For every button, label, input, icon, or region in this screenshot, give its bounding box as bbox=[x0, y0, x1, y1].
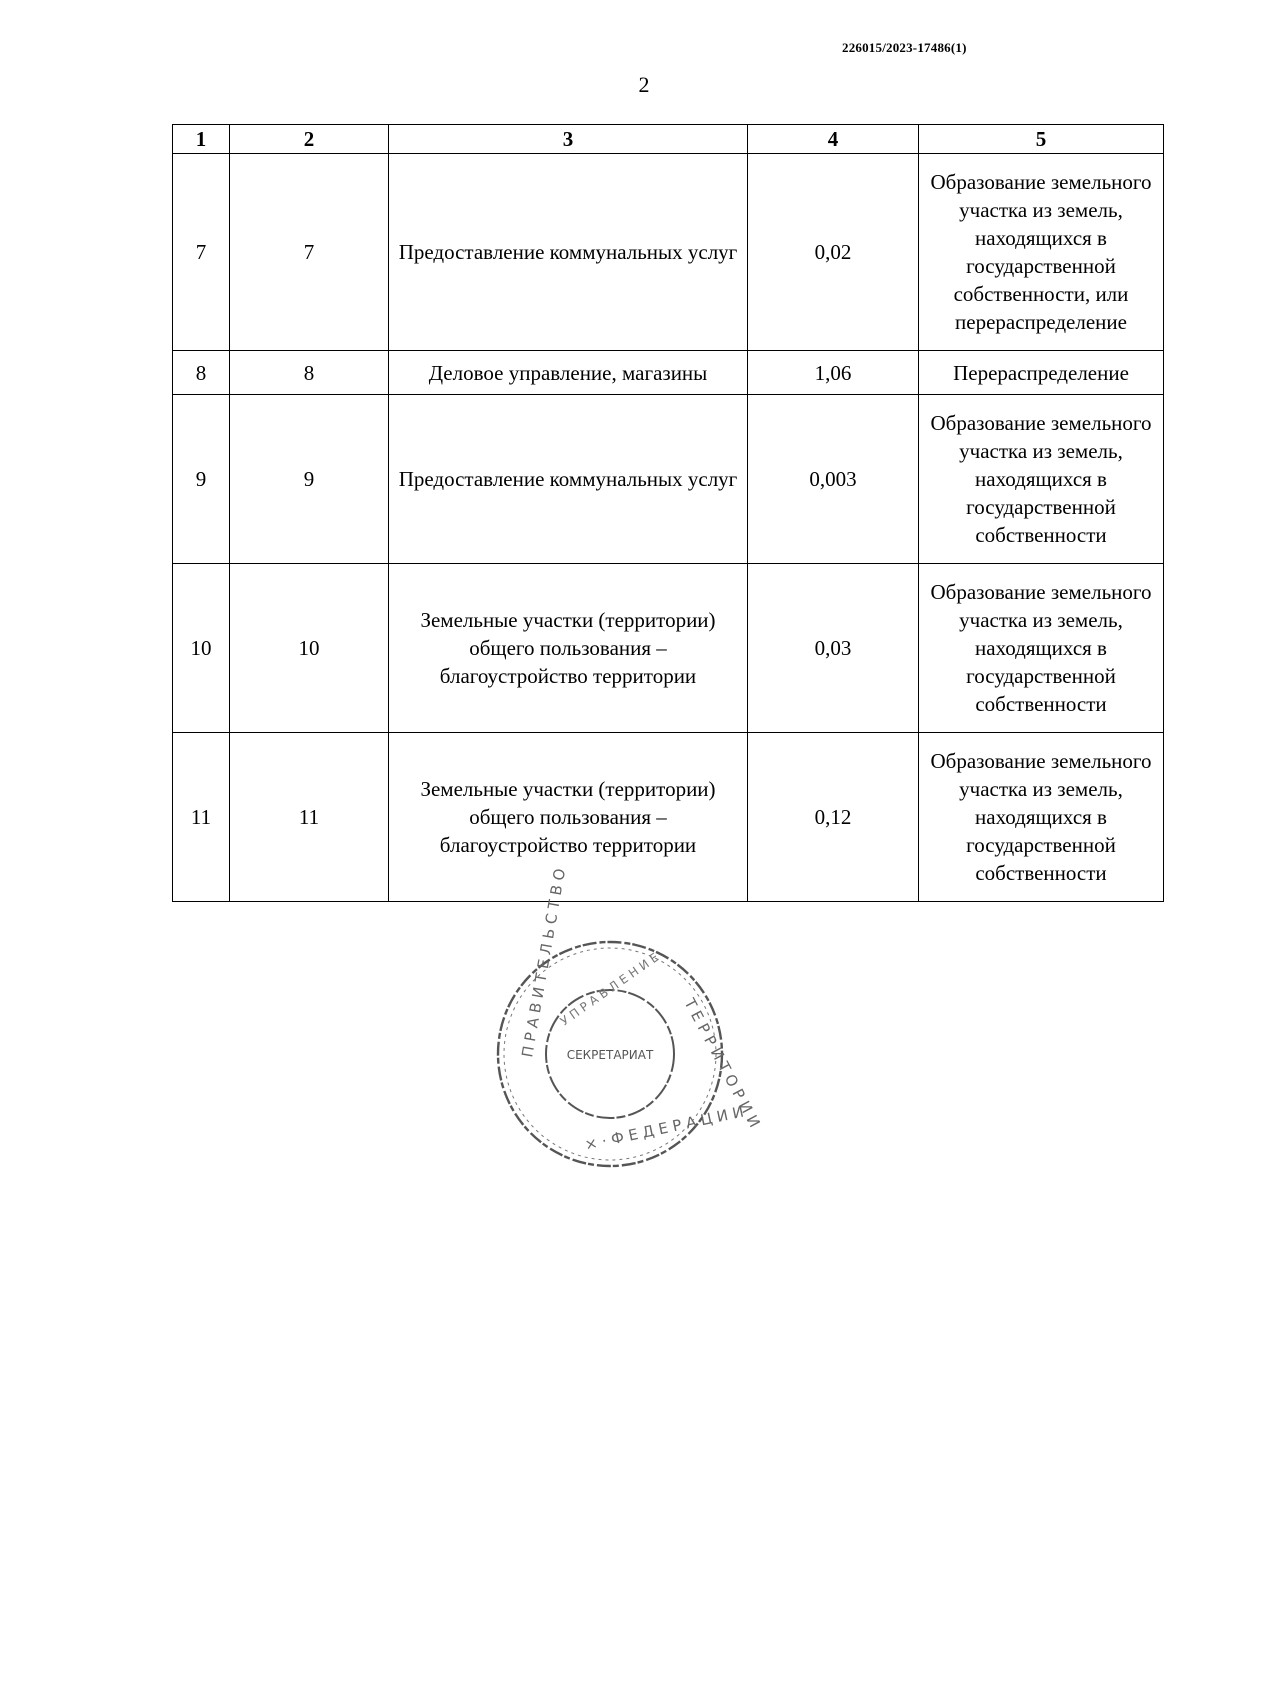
cell-number: 9 bbox=[173, 395, 230, 564]
cell-plot-number: 10 bbox=[230, 564, 389, 733]
svg-text:Т Е Р Р И Т О Р И И: Т Е Р Р И Т О Р И И bbox=[680, 995, 764, 1131]
page-number: 2 bbox=[638, 72, 650, 97]
column-header-5: 5 bbox=[919, 125, 1164, 154]
cell-area: 1,06 bbox=[748, 351, 919, 395]
cell-permitted-use: Предоставление коммунальных услуг bbox=[389, 395, 748, 564]
cell-number: 11 bbox=[173, 733, 230, 902]
table-row bbox=[173, 351, 1164, 395]
table-row bbox=[173, 154, 1164, 351]
cell-plot-number: 9 bbox=[230, 395, 389, 564]
cell-formation-method: Образование земельного участка из земель, находящихся в государственной собственности bbox=[919, 564, 1164, 733]
cell-formation-method: Перераспределение bbox=[919, 351, 1164, 395]
round-seal-icon bbox=[494, 867, 764, 1170]
cell-area: 0,12 bbox=[748, 733, 919, 902]
svg-text:П Р А В И Т Е Л Ь С Т В О: П Р А В И Т Е Л Ь С Т В О bbox=[518, 867, 570, 1059]
column-header-3: 3 bbox=[389, 125, 748, 154]
cell-number: 10 bbox=[173, 564, 230, 733]
cell-number: 8 bbox=[173, 351, 230, 395]
column-header-2: 2 bbox=[230, 125, 389, 154]
cell-permitted-use: Земельные участки (территории) общего пользования – благоустройство территории bbox=[389, 564, 748, 733]
cell-permitted-use: Предоставление коммунальных услуг bbox=[389, 154, 748, 351]
cell-number: 7 bbox=[173, 154, 230, 351]
cell-permitted-use: Земельные участки (территории) общего пользования – благоустройство территории bbox=[389, 733, 748, 902]
table-row bbox=[173, 564, 1164, 733]
cell-formation-method: Образование земельного участка из земель, находящихся в государственной собственности, или перераспределение bbox=[919, 154, 1164, 351]
svg-text:× · Ф Е Д Е Р А Ц И И: × · Ф Е Д Е Р А Ц И И bbox=[583, 1102, 746, 1154]
cell-area: 0,03 bbox=[748, 564, 919, 733]
table-header-row bbox=[173, 125, 1164, 154]
table-row bbox=[173, 733, 1164, 902]
cell-plot-number: 7 bbox=[230, 154, 389, 351]
cell-formation-method: Образование земельного участка из земель, находящихся в государственной собственности bbox=[919, 733, 1164, 902]
cell-area: 0,02 bbox=[748, 154, 919, 351]
land-plots-table bbox=[172, 124, 1164, 902]
cell-area: 0,003 bbox=[748, 395, 919, 564]
column-header-4: 4 bbox=[748, 125, 919, 154]
svg-text:У П Р А В Л Е Н И Е: У П Р А В Л Е Н И Е bbox=[557, 950, 662, 1029]
document-registration-number: 226015/2023-17486(1) bbox=[842, 40, 967, 55]
cell-permitted-use: Деловое управление, магазины bbox=[389, 351, 748, 395]
table-row bbox=[173, 395, 1164, 564]
seal-center-text: СЕКРЕТАРИАТ bbox=[566, 1048, 654, 1062]
cell-plot-number: 11 bbox=[230, 733, 389, 902]
column-header-1: 1 bbox=[173, 125, 230, 154]
cell-plot-number: 8 bbox=[230, 351, 389, 395]
cell-formation-method: Образование земельного участка из земель, находящихся в государственной собственности bbox=[919, 395, 1164, 564]
